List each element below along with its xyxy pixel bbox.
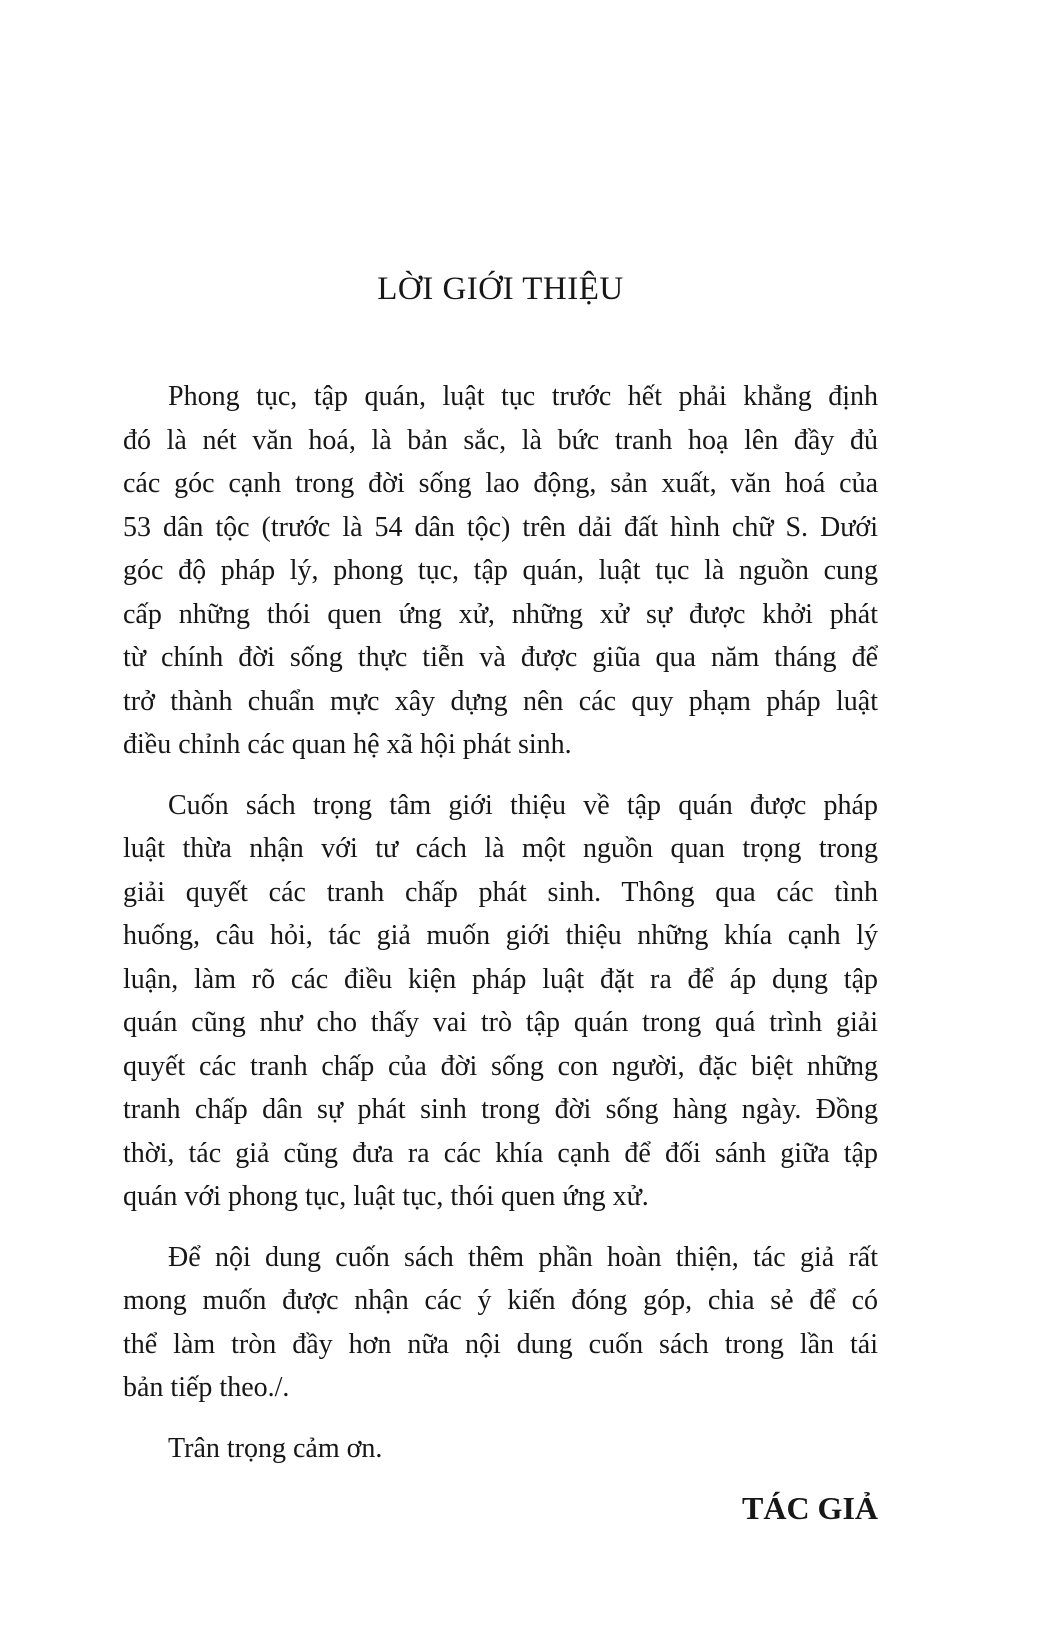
text-line: các góc cạnh trong đời sống lao động, sản xuất, văn hoá của [123,468,878,499]
text-line: giải quyết các tranh chấp phát sinh. Thông qua các tình [123,876,878,908]
text-line: cấp những thói quen ứng xử, những xử sự được khởi phát [123,598,878,630]
closing-line: Trân trọng cảm ơn. [168,1432,383,1464]
text-line: Phong tục, tập quán, luật tục trước hết phải khẳng định [168,381,878,412]
text-line: quán với phong tục, luật tục, thói quen ứng xử. [123,1181,649,1212]
text-line: đó là nét văn hoá, là bản sắc, là bức tranh hoạ lên đầy đủ [123,424,878,456]
text-line: mong muốn được nhận các ý kiến đóng góp, chia sẻ để có [123,1285,878,1316]
paragraph-1 [123,375,878,767]
paragraph-2 [123,784,878,1219]
text-line: từ chính đời sống thực tiễn và được giũa qua năm tháng để [123,642,878,673]
text-line: thời, tác giả cũng đưa ra các khía cạnh để đối sánh giữa tập [123,1137,878,1169]
text-line: quyết các tranh chấp của đời sống con người, đặc biệt những [123,1050,878,1082]
text-line: bản tiếp theo./. [123,1372,290,1403]
text-line: huống, câu hỏi, tác giả muốn giới thiệu những khía cạnh lý [123,920,878,951]
text-line: luật thừa nhận với tư cách là một nguồn quan trọng trong [123,833,878,864]
text-line: Cuốn sách trọng tâm giới thiệu về tập quán được pháp [168,789,878,821]
paragraph-3 [123,1236,878,1410]
text-line: Để nội dung cuốn sách thêm phần hoàn thiện, tác giả rất [168,1241,878,1273]
text-line: thể làm tròn đầy hơn nữa nội dung cuốn sách trong lần tái [123,1328,878,1360]
text-line: quán cũng như cho thấy vai trò tập quán trong quá trình giải [123,1007,878,1038]
text-line: luận, làm rõ các điều kiện pháp luật đặt ra để áp dụng tập [123,963,878,995]
text-column [123,265,878,1531]
author-signature: TÁC GIẢ [741,1490,878,1526]
page-title: LỜI GIỚI THIỆU [377,271,624,307]
text-line: góc độ pháp lý, phong tục, tập quán, luật tục là nguồn cung [123,555,878,586]
text-line: 53 dân tộc (trước là 54 dân tộc) trên dải đất hình chữ S. Dưới [123,511,878,543]
text-line: trở thành chuẩn mực xây dựng nên các quy phạm pháp luật [123,685,878,717]
text-line: tranh chấp dân sự phát sinh trong đời sống hàng ngày. Đồng [123,1094,878,1125]
paragraph-closing [123,1427,878,1471]
text-line: điều chỉnh các quan hệ xã hội phát sinh. [123,729,572,760]
